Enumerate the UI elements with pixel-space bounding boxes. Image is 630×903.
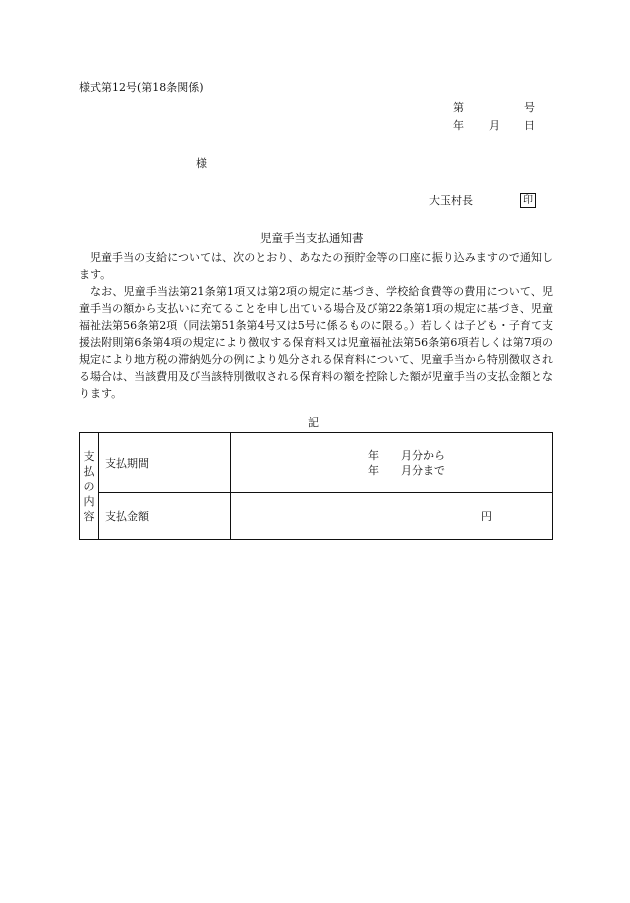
date-day: 日 bbox=[524, 119, 535, 132]
period-label: 支払期間 bbox=[99, 433, 231, 493]
period-value bbox=[231, 433, 553, 493]
amount-row bbox=[80, 493, 553, 540]
seal-mark: 印 bbox=[520, 193, 536, 208]
issuer: 大玉村長 bbox=[429, 194, 473, 207]
payment-details-table bbox=[79, 432, 553, 540]
date-month: 月 bbox=[489, 119, 500, 132]
amount-label: 支払金額 bbox=[99, 493, 231, 540]
addressee-suffix: 様 bbox=[196, 157, 207, 170]
body-text bbox=[79, 249, 553, 402]
paragraph-2: なお、児童手当法第21条第1項又は第2項の規定に基づき、学校給食費等の費用について、児童手当の額から支払いに充てることを申し出ている場合及び第22条第1項の規定に基づき、児童福祉法第56条第2項（同法第51条第4号又は5号に係るものに限る。）若しくは子ども・子育て支援法附則第6条第4項の規定により徴収する保育料又は児童福祉法第56条第6項若しくは第7項の規定により地方税の滞納処分の例により処分される保育料について、児童手当から特別徴収される場合は、当該費用及び当該特別徴収される保育料の額を控除した額が児童手当の支払金額となります。 bbox=[79, 285, 553, 400]
doc-number-dai: 第 bbox=[453, 101, 464, 114]
ki-mark: 記 bbox=[308, 416, 319, 429]
paragraph-1: 児童手当の支給については、次のとおり、あなたの預貯金等の口座に振り込みますので通知します。 bbox=[79, 251, 553, 281]
document-title: 児童手当支払通知書 bbox=[260, 231, 364, 245]
doc-number-go: 号 bbox=[524, 101, 535, 114]
amount-unit: 円 bbox=[231, 493, 553, 540]
period-from: 年 月分から bbox=[368, 448, 445, 462]
form-number: 様式第12号(第18条関係) bbox=[79, 81, 204, 94]
date-year: 年 bbox=[453, 119, 464, 132]
period-row bbox=[80, 433, 553, 493]
payment-content-label: 支 払 の 内 容 bbox=[80, 433, 99, 540]
period-to: 年 月分まで bbox=[368, 463, 445, 477]
